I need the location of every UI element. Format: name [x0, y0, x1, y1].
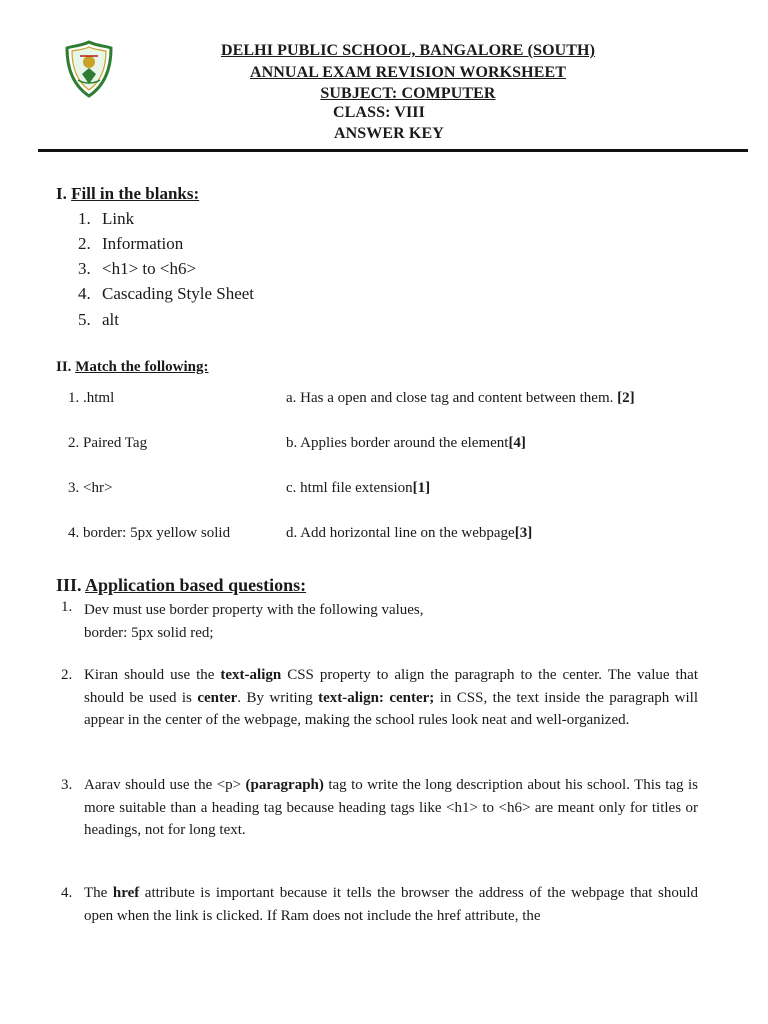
- match-right-4: d. Add horizontal line on the webpage[3]: [286, 525, 533, 541]
- subject-title: SUBJECT: COMPUTER: [320, 85, 496, 102]
- question-1-text: Dev must use border property with the following values, border: 5px solid red;: [84, 602, 424, 641]
- section-application-title: III. Application based questions:: [56, 575, 307, 595]
- list-item: 3. <h1> to <h6>: [78, 259, 197, 278]
- school-name: DELHI PUBLIC SCHOOL, BANGALORE (SOUTH): [220, 42, 596, 59]
- match-right-1: a. Has a open and close tag and content between them. [2]: [286, 390, 635, 406]
- list-item: 4. Cascading Style Sheet: [78, 284, 255, 303]
- class-label: CLASS: VIII: [333, 104, 425, 121]
- question-3-text: Aarav should use the <p> (paragraph) tag to write the long description about his school. This tag is more suitable than a heading tag because heading tags like <h1> to <h6> are meant only for titles or headings, not for long text.: [84, 777, 698, 838]
- match-left-1: 1. .html: [68, 390, 115, 406]
- question-number: 1.: [61, 599, 73, 615]
- question-4-text: The href attribute is important because it tells the browser the address of the webpage that should open when the link is clicked. If Ram does not include the href attribute, the: [84, 885, 698, 924]
- question-2-text: Kiran should use the text-align CSS property to align the paragraph to the center. The value that should be used is center. By writing text-align: center; in CSS, the text inside the paragraph will appear in the center of the webpage, making the school rules look neat and well-organized.: [84, 667, 699, 728]
- match-right-2: b. Applies border around the element[4]: [286, 435, 526, 451]
- header-divider: [38, 149, 748, 152]
- list-item: 5. alt: [78, 310, 119, 329]
- question-number: 2.: [61, 667, 73, 683]
- question-number: 4.: [61, 885, 73, 901]
- match-left-2: 2. Paired Tag: [68, 435, 148, 451]
- match-right-3: c. html file extension[1]: [286, 480, 431, 496]
- question-number: 3.: [61, 777, 73, 793]
- section-match-title: II. Match the following:: [56, 359, 209, 375]
- worksheet-title: ANNUAL EXAM REVISION WORKSHEET: [249, 64, 567, 81]
- section-fill-blanks-title: I. Fill in the blanks:: [56, 184, 200, 203]
- match-left-3: 3. <hr>: [68, 480, 113, 496]
- list-item: 2. Information: [78, 234, 184, 253]
- list-item: 1. Link: [78, 209, 135, 228]
- answer-key-label: ANSWER KEY: [334, 125, 444, 142]
- match-left-4: 4. border: 5px yellow solid: [68, 525, 231, 541]
